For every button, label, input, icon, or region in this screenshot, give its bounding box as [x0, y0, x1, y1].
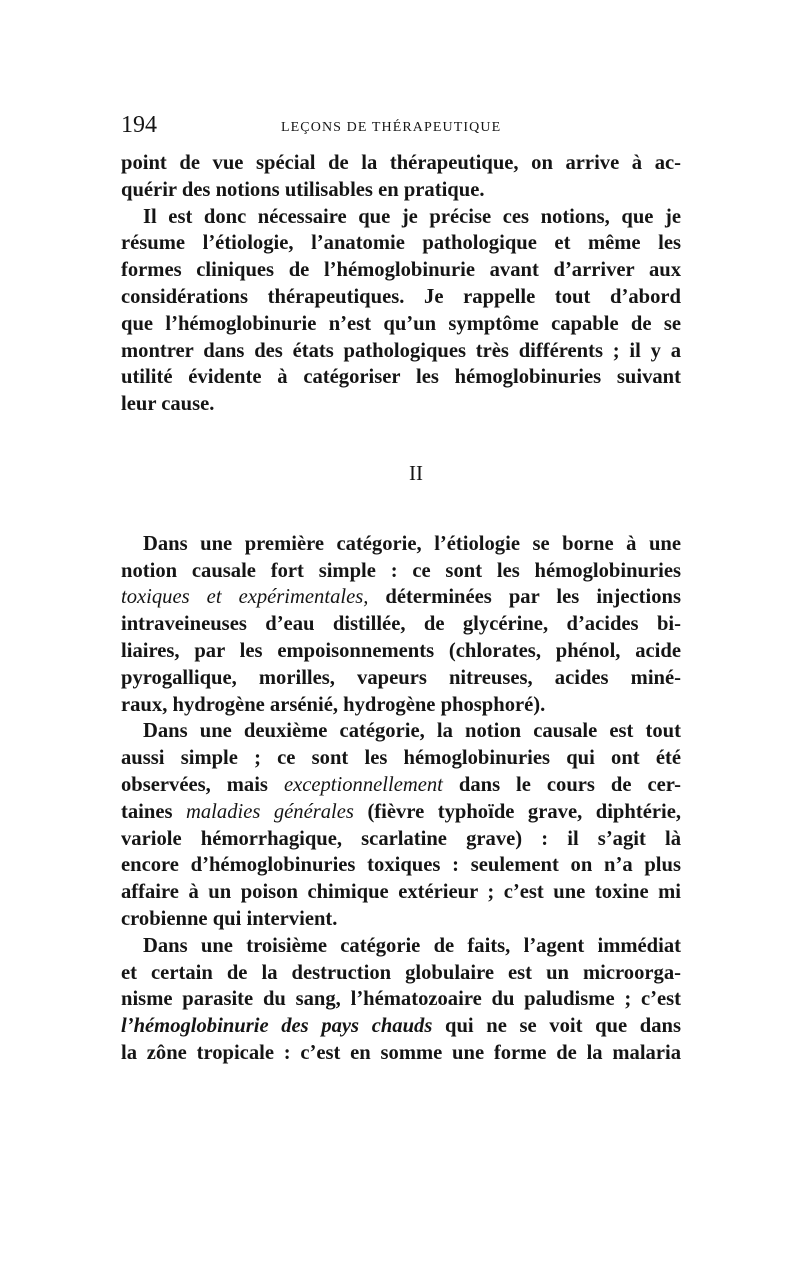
page-number: 194: [121, 112, 157, 138]
text-line: Dans une première catégorie, l’étiologie se borne à une: [143, 532, 681, 555]
page-header: [121, 112, 681, 142]
text-line: variole hémorrhagique, scarlatine grave) : il s’agit là: [121, 827, 681, 850]
text-line: raux, hydrogène arsénié, hydrogène phosphoré).: [121, 693, 546, 716]
text-run: qui ne se voit que dans: [432, 1015, 681, 1038]
text-run: dans le cours de cer-: [442, 773, 681, 796]
text-run: observées, mais: [121, 773, 284, 796]
text-line: et certain de la destruction globulaire est un microorga-: [121, 961, 681, 984]
text-run: taines: [121, 800, 186, 823]
running-title: LEÇONS DE THÉRAPEUTIQUE: [281, 120, 502, 135]
text-line: leur cause.: [121, 393, 215, 416]
text-line: quérir des notions utilisables en pratique.: [121, 178, 485, 201]
text-line: pyrogallique, morilles, vapeurs nitreuses, acides miné-: [121, 666, 681, 689]
text-run: (fièvre typhoïde grave, diphtérie,: [353, 800, 681, 823]
text-line: que l’hémoglobinurie n’est qu’un symptôme capable de se: [121, 312, 681, 335]
italic-phrase: maladies générales: [186, 800, 354, 823]
text-line: crobienne qui intervient.: [121, 907, 338, 930]
text-line: aussi simple ; ce sont les hémoglobinuries qui ont été: [121, 747, 681, 770]
paragraph-1: [121, 150, 681, 204]
text-line: [121, 1013, 681, 1040]
text-line: considérations thérapeutiques. Je rappelle tout d’abord: [121, 285, 681, 308]
text-line: [121, 772, 681, 799]
italic-phrase: l’hémoglobinurie des pays chauds: [121, 1015, 433, 1038]
text-line: Dans une troisième catégorie de faits, l’agent immédiat: [143, 934, 681, 957]
paragraph-5: [121, 933, 681, 1067]
text-line: Dans une deuxième catégorie, la notion causale est tout: [143, 720, 681, 743]
text-line: nisme parasite du sang, l’hématozoaire du paludisme ; c’est: [121, 988, 681, 1011]
text-line: utilité évidente à catégoriser les hémoglobinuries suivant: [121, 366, 681, 389]
section-heading: II: [409, 460, 423, 485]
paragraph-2: [121, 204, 681, 418]
text-line: notion causale fort simple : ce sont les hémoglobinuries: [121, 559, 681, 582]
text-line: formes cliniques de l’hémoglobinurie avant d’arriver aux: [121, 259, 681, 282]
italic-phrase: exceptionnellement: [283, 773, 443, 796]
italic-phrase: toxiques et expérimentales,: [121, 586, 369, 609]
text-line: liaires, par les empoisonnements (chlorates, phénol, acide: [121, 639, 681, 662]
text-line: [121, 584, 681, 611]
text-line: encore d’hémoglobinuries toxiques : seulement on n’a plus: [121, 854, 681, 877]
text-line: résume l’étiologie, l’anatomie pathologique et même les: [121, 232, 681, 255]
text-run: déterminées par les injections: [368, 586, 681, 609]
text-line: intraveineuses d’eau distillée, de glycérine, d’acides bi-: [121, 613, 681, 636]
page-body: [121, 150, 681, 1067]
text-line: point de vue spécial de la thérapeutique, on arrive à ac-: [121, 152, 681, 174]
text-line: la zône tropicale : c’est en somme une forme de la malaria: [121, 1041, 681, 1064]
text-line: montrer dans des états pathologiques très différents ; il y a: [121, 339, 681, 362]
text-line: Il est donc nécessaire que je précise ces notions, que je: [143, 205, 681, 228]
paragraph-4: [121, 718, 681, 932]
paragraph-3: [121, 531, 681, 719]
text-line: affaire à un poison chimique extérieur ; c’est une toxine mi: [121, 881, 681, 904]
text-line: [121, 799, 681, 826]
